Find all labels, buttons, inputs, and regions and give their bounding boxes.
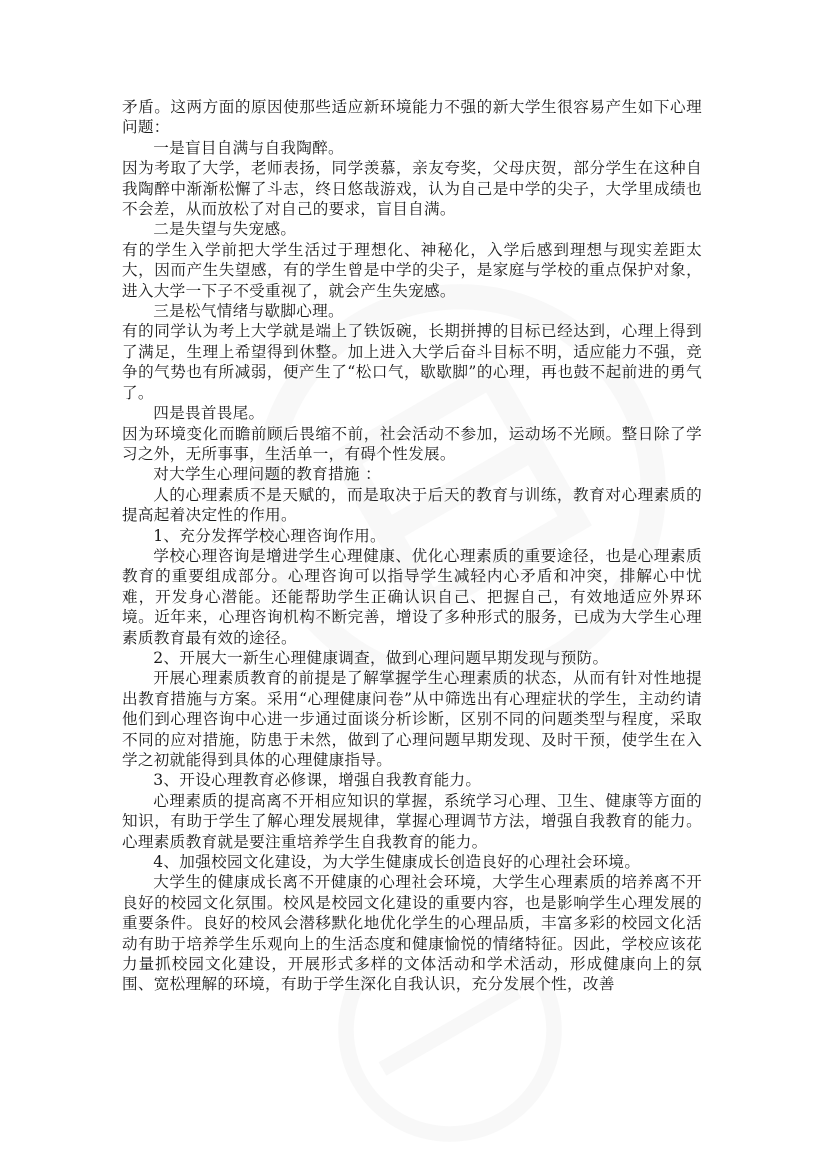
paragraph-complacency: 因为考取了大学，老师表扬，同学羡慕，亲友夸奖，父母庆贺，部分学生在这种自我陶醉中渐渐松懈了斗志，终日悠哉游戏，认为自己是中学的尖子，大学里成绩也不会差，从而放松了对自己的要求，盲目自满。 — [122, 159, 702, 219]
heading-measure-1: 1、充分发挥学校心理咨询作用。 — [153, 526, 386, 545]
heading-measure-3: 3、开设心理教育必修课，增强自我教育能力。 — [153, 771, 482, 790]
heading-complacency: 一是盲目自满与自我陶醉。 — [153, 138, 344, 157]
paragraph-measure-3: 心理素质的提高离不开相应知识的掌握，系统学习心理、卫生、健康等方面的知识，有助于学生了解心理发展规律，掌握心理调节方法，增强自我教育的能力。心理素质教育就是要注重培养学生自我教育的能力。 — [122, 791, 702, 851]
heading-disappointment: 二是失望与失宠感。 — [153, 220, 297, 239]
heading-relaxation: 三是松气情绪与歇脚心理。 — [153, 302, 344, 321]
paragraph-disappointment: 有的学生入学前把大学生活过于理想化、神秘化，入学后感到理想与现实差距太大，因而产生失望感，有的学生曾是中学的尖子，是家庭与学校的重点保护对象，进入大学一下子不受重视了，就会产生失宠感。 — [122, 240, 702, 300]
heading-measure-2: 2、开展大一新生心理健康调查，做到心理问题早期发现与预防。 — [153, 648, 609, 667]
document-body — [122, 97, 702, 995]
paragraph-relaxation: 有的同学认为考上大学就是端上了铁饭碗，长期拼搏的目标已经达到，心理上得到了满足，生理上希望得到休整。加上进入大学后奋斗目标不明，适应能力不强，竞争的气势也有所减弱，便产生了“松口气，歇歇脚”的心理，再也鼓不起前进的勇气了。 — [122, 322, 702, 402]
paragraph-intro-continuation: 矛盾。这两方面的原因使那些适应新环境能力不强的新大学生很容易产生如下心理问题： — [122, 98, 702, 137]
heading-measure-4: 4、加强校园文化建设，为大学生健康成长创造良好的心理社会环境。 — [153, 853, 641, 872]
paragraph-measure-1: 学校心理咨询是增进学生心理健康、优化心理素质的重要途径，也是心理素质教育的重要组成部分。心理咨询可以指导学生减轻内心矛盾和冲突，排解心中忧难，开发身心潜能。还能帮助学生正确认识自己、把握自己，有效地适应外界环境。近年来，心理咨询机构不断完善，增设了多种形式的服务，已成为大学生心理素质教育最有效的途径。 — [122, 546, 702, 647]
paragraph-measures-intro: 人的心理素质不是天赋的，而是取决于后天的教育与训练，教育对心理素质的提高起着决定性的作用。 — [122, 485, 702, 525]
paragraph-measure-2: 开展心理素质教育的前提是了解掌握学生心理素质的状态，从而有针对性地提出教育措施与方案。采用“心理健康问卷”从中筛选出有心理症状的学生，主动约请他们到心理咨询中心进一步通过面谈分析诊断，区别不同的问题类型与程度，采取不同的应对措施，防患于未然，做到了心理问题早期发现、及时干预，使学生在入学之初就能得到具体的心理健康指导。 — [122, 669, 702, 769]
heading-timidity: 四是畏首畏尾。 — [153, 404, 265, 423]
paragraph-timidity: 因为环境变化而瞻前顾后畏缩不前，社会活动不参加，运动场不光顾。整日除了学习之外，无所事事，生活单一，有碍个性发展。 — [122, 424, 702, 463]
paragraph-measure-4: 大学生的健康成长离不开健康的心理社会环境，大学生心理素质的培养离不开良好的校园文化氛围。校风是校园文化建设的重要内容，也是影响学生心理发展的重要条件。良好的校风会潜移默化地优化学生的心理品质，丰富多彩的校园文化活动有助于培养学生乐观向上的生活态度和健康愉悦的情绪特征。因此，学校应该花力量抓校园文化建设，开展形式多样的文体活动和学术活动，形成健康向上的氛围、宽松理解的环境，有助于学生深化自我认识，充分发展个性，改善 — [122, 873, 702, 994]
section-heading-measures: 对大学生心理问题的教育措施 ： — [153, 465, 381, 484]
